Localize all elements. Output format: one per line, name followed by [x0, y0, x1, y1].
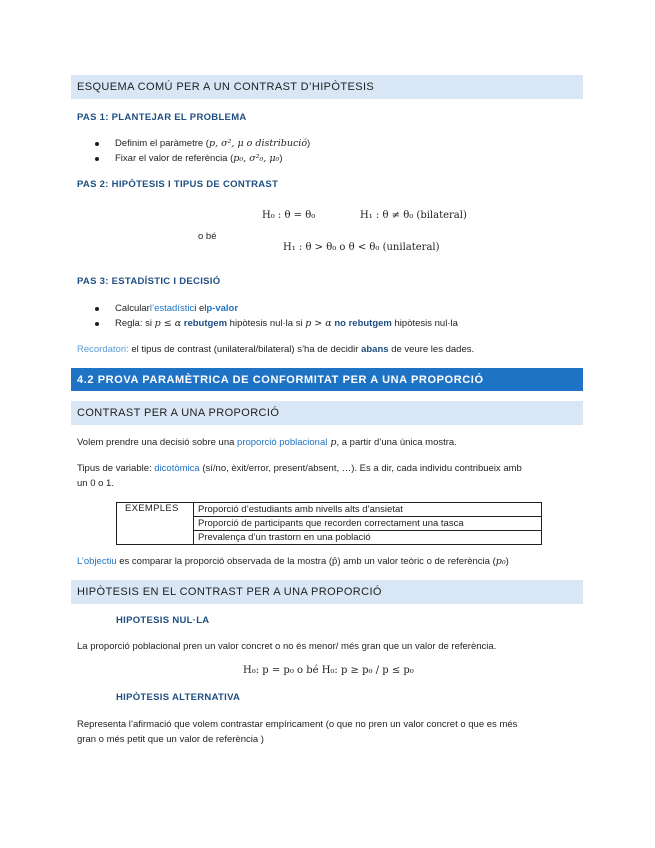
bullet-icon: [95, 157, 99, 161]
bilateral-alternative-equation: H₁ : θ ≠ θ₀ (bilateral): [360, 210, 467, 221]
null-hypothesis-text: La proporció poblacional pren un valor concret o no és menor/ més gran que un valor de referència.: [77, 641, 497, 652]
section-title: HIPÒTESIS EN EL CONTRAST PER A UNA PROPORCIÓ: [77, 586, 382, 598]
list-item: Definim el paràmetre ( p, σ², μ o distribució ): [95, 138, 310, 149]
step2-heading: PAS 2: HIPÒTESIS I TIPUS DE CONTRAST: [77, 179, 279, 190]
variable-type-paragraph-cont: un 0 o 1.: [77, 478, 114, 489]
table-cell: Proporció d’estudiants amb nivells alts d’ansietat: [194, 503, 542, 517]
section-header-hypotheses: [71, 580, 583, 604]
null-hypothesis-equation: H₀ : θ = θ₀: [262, 210, 316, 221]
section-title: ESQUEMA COMÚ PER A UN CONTRAST D’HIPÒTESIS: [77, 81, 375, 93]
bullet-icon: [95, 322, 99, 326]
section-header-contrast-proportion: [71, 401, 583, 425]
or-label: o bé: [198, 231, 217, 242]
objective-paragraph: L’objectiu es comparar la proporció observada de la mostra (p̂) amb un valor teòric o de referència (p₀): [77, 556, 509, 567]
intro-paragraph: Volem prendre una decisió sobre una proporció poblacional p, a partir d’una única mostra.: [77, 437, 457, 448]
bullet-icon: [95, 307, 99, 311]
section-title: 4.2 PROVA PARAMÈTRICA DE CONFORMITAT PER A UNA PROPORCIÓ: [77, 373, 484, 386]
table-header-cell: EXEMPLES: [117, 503, 194, 545]
null-hypothesis-formula: H₀: p = p₀ o bé H₀: p ≥ p₀ / p ≤ p₀: [243, 665, 414, 676]
step1-heading: PAS 1: PLANTEJAR EL PROBLEMA: [77, 112, 247, 123]
table-cell: Prevalença d’un trastorn en una població: [194, 531, 542, 545]
alternative-hypothesis-text: Representa l’afirmació que volem contrastar empíricament (o que no pren un valor concret o que es més: [77, 719, 518, 730]
step3-heading: PAS 3: ESTADÍSTIC I DECISIÓ: [77, 276, 221, 287]
list-item: Regla: si p ≤ α rebutgem hipòtesis nul·la si p > α no rebutgem hipòtesis nul·la: [95, 318, 458, 329]
alternative-hypothesis-heading: HIPÒTESIS ALTERNATIVA: [116, 692, 241, 703]
alternative-hypothesis-text-cont: gran o més petit que un valor de referència ): [77, 734, 264, 745]
section-header-parametric-test: [71, 368, 583, 391]
list-item: Calcular l’estadístic i el p-valor: [95, 303, 238, 314]
section-title: CONTRAST PER A UNA PROPORCIÓ: [77, 407, 280, 419]
table-cell: Proporció de participants que recorden correctament una tasca: [194, 517, 542, 531]
reminder-paragraph: Recordatori: el tipus de contrast (unilateral/bilateral) s’ha de decidir abans de veure les dades.: [77, 344, 475, 355]
bullet-icon: [95, 142, 99, 146]
table-row: [117, 503, 542, 517]
list-item: Fixar el valor de referència ( p₀, σ²₀, μ₀ ): [95, 153, 283, 164]
examples-table: [116, 502, 542, 545]
unilateral-alternative-equation: H₁ : θ > θ₀ o θ < θ₀ (unilateral): [283, 242, 440, 253]
variable-type-paragraph: Tipus de variable: dicotòmica (sí/no, èxit/error, present/absent, …). Es a dir, cada individu contribueix amb: [77, 463, 522, 474]
section-header-general-scheme: [71, 75, 583, 99]
null-hypothesis-heading: HIPOTESIS NUL·LA: [116, 615, 210, 626]
